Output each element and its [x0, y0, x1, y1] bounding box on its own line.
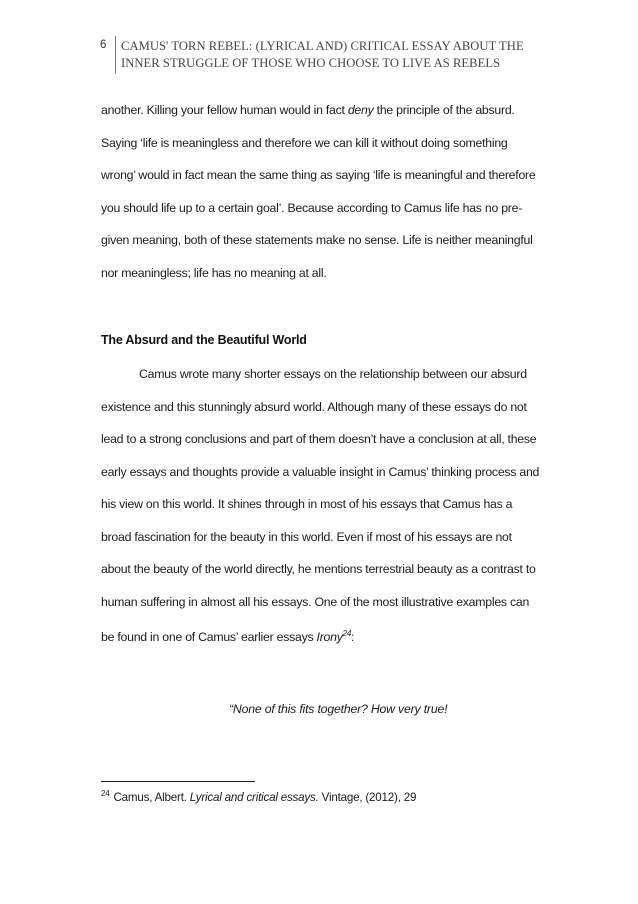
paragraph-absurd-principle — [101, 94, 541, 289]
paragraph-text-part1: another. Killing your fellow human would in fact — [101, 103, 348, 117]
emphasis-deny: deny — [347, 103, 374, 117]
footnote-book-title: Lyrical and critical essays. — [189, 790, 319, 804]
footnote-reference[interactable]: 24 — [342, 629, 352, 638]
paragraph-text-part2: the principle of the absurd. Saying ‘life is meaningless and therefore we can kill it without doing something wrong’ would in fact mean the same thing as saying ‘life is meaningful and therefore you should life up to a certain goal’. Because according to Camus life has no pre-given meaning, both of these statements make no sense. Life is neither meaningful nor meaningless; life has no meaning at all. — [101, 103, 536, 280]
running-header — [100, 36, 540, 76]
footnote-publisher: Vintage, (2012), 29 — [318, 790, 417, 804]
running-title: CAMUS' TORN REBEL: (LYRICAL AND) CRITICAL ESSAY ABOUT THE INNER STRUGGLE OF THOSE WHO CHOOSE TO LIVE AS REBELS — [121, 39, 524, 70]
footnote-author: Camus, Albert. — [113, 790, 190, 804]
footnote-number: 24 — [101, 789, 110, 798]
essay-title-irony: Irony — [316, 630, 343, 645]
header-divider — [115, 36, 116, 74]
footnote-separator — [101, 781, 255, 782]
paragraph-text: Camus wrote many shorter essays on the relationship between our absurd existence and this stunningly absurd world. Although many of these essays do not lead to a strong conclusions and part of them doesn’t have a conclusion at all, these early essays and thoughts provide a valuable insight in Camus’ thinking process and his view on this world. It shines through in most of his essays that Camus has a broad fascination for the beauty in this world. Even if most of his essays are not about the beauty of the world directly, he mentions terrestrial beauty as a contrast to human suffering in almost all his essays. One of the most illustrative examples can be found in one of Camus’ earlier essays — [101, 367, 540, 645]
block-quote: “None of this fits together? How very true! — [229, 702, 448, 716]
paragraph-beautiful-world — [101, 358, 541, 654]
footnote — [101, 789, 416, 804]
section-heading: The Absurd and the Beautiful World — [101, 333, 307, 347]
paragraph-end: : — [351, 630, 355, 645]
page-number: 6 — [100, 39, 107, 51]
